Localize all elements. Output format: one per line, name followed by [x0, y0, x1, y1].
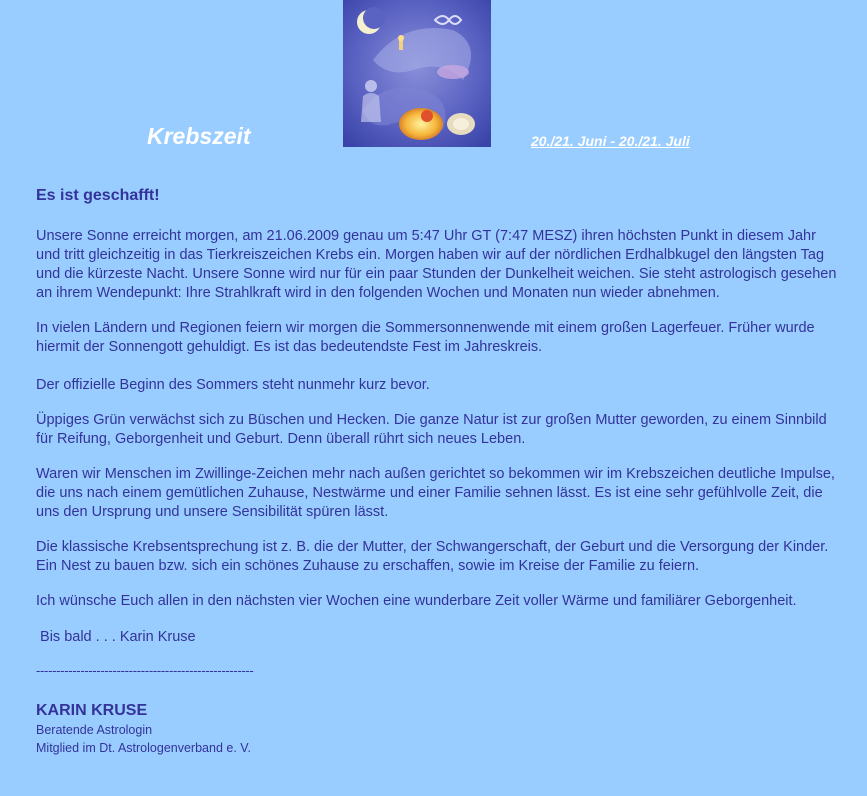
article-heading: Es ist geschafft!	[36, 187, 160, 204]
divider: ------------------------------------------------------	[36, 663, 254, 678]
paragraph-summer-start: Der offizielle Beginn des Sommers steht nunmehr kurz bevor.	[36, 377, 430, 393]
paragraph-mother: Die klassische Krebsentsprechung ist z. B. die der Mutter, der Schwangerschaft, der Geburt und die Versorgung der Kinder. Ein Nest zu bauen bzw. sich ein schönes Zuhause zu erschaffen, sowie im Kreise der Familie zu feiern.	[36, 539, 829, 574]
paragraph-farewell: Bis bald . . . Karin Kruse	[36, 629, 196, 645]
signature-block	[36, 701, 842, 757]
signature-name: KARIN KRUSE	[36, 702, 148, 719]
header	[0, 0, 867, 150]
cancer-artwork-image	[343, 0, 491, 147]
paragraph-nature: Üppiges Grün verwächst sich zu Büschen und Hecken. Die ganze Natur ist zur großen Mutter geworden, zu einem Sinnbild für Reifung, Geborgenheit und Geburt. Denn überall rührt sich neues Leben.	[36, 412, 827, 447]
paragraph-impulses: Waren wir Menschen im Zwillinge-Zeichen mehr nach außen gerichtet so bekommen wir im Krebszeichen deutliche Impulse, die uns nach einem gemütlichen Zuhause, Nestwärme und einer Familie sehnen lässt. Es ist eine sehr gefühlvolle Zeit, die uns den Ursprung und unsere Sensibilität spüren lässt.	[36, 466, 835, 520]
paragraph-wishes: Ich wünsche Euch allen in den nächsten vier Wochen eine wunderbare Zeit voller Wärme und familiärer Geborgenheit.	[36, 593, 797, 609]
paragraph-bonfire: In vielen Ländern und Regionen feiern wir morgen die Sommersonnenwende mit einem großen Lagerfeuer. Früher wurde hiermit der Sonnengott gehuldigt. Es ist das bedeutendste Fest im Jahreskreis.	[36, 320, 815, 355]
article	[36, 186, 842, 757]
signature-role: Beratende Astrologin	[36, 723, 153, 737]
signature-membership: Mitglied im Dt. Astrologenverband e. V.	[36, 741, 251, 755]
date-range-link[interactable]: 20./21. Juni - 20./21. Juli	[531, 133, 690, 149]
paragraph-solstice: Unsere Sonne erreicht morgen, am 21.06.2009 genau um 5:47 Uhr GT (7:47 MESZ) ihren höchsten Punkt in diesem Jahr und tritt gleichzeitig in das Tierkreiszeichen Krebs ein. Morgen haben wir auf der nördlichen Erdhalbkugel den längsten Tag und die kürzeste Nacht. Unsere Sonne wird nur für ein paar Stunden der Dunkelheit weichen. Sie steht astrologisch gesehen an ihrem Wendepunkt: Ihre Strahlkraft wird in den folgenden Wochen und Monaten nun wieder abnehmen.	[36, 228, 837, 301]
page-title: Krebszeit	[147, 123, 251, 149]
